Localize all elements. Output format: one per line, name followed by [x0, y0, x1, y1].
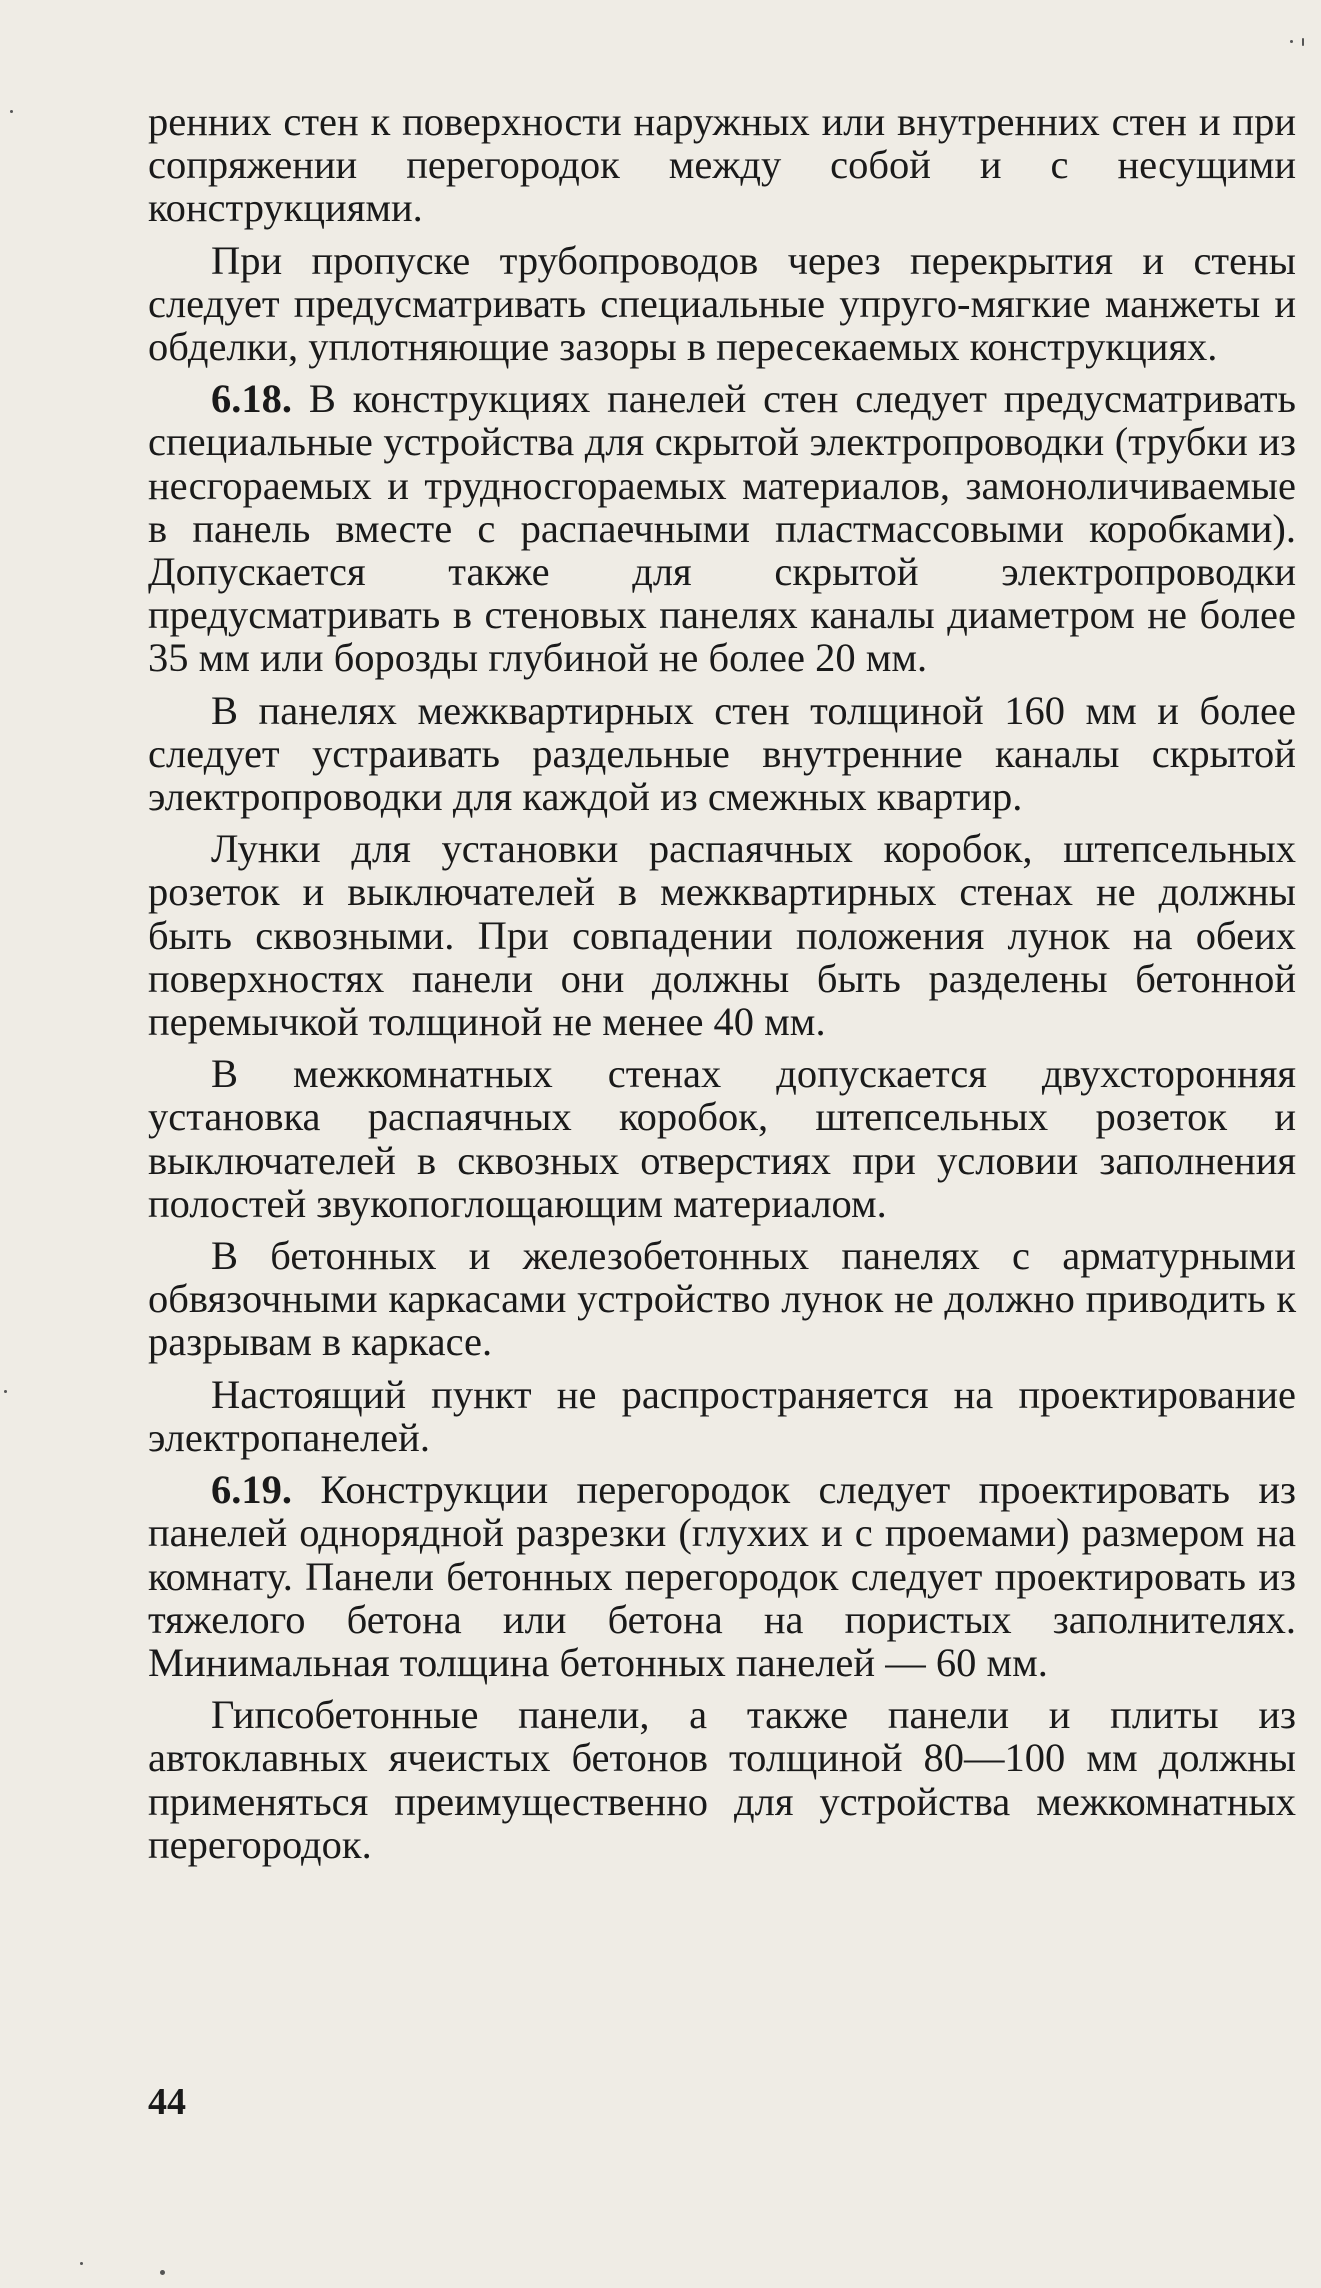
- paragraph-section-6-18: [148, 377, 1296, 679]
- paragraph-text: Настоящий пункт не распространяется на проектирование электропанелей.: [148, 1371, 1296, 1460]
- print-speck: [1302, 38, 1304, 46]
- paragraph-text: В межкомнатных стенах допускается двухсторонняя установка распаячных коробок, штепсельных розеток и выключателей в сквозных отверстиях при условии заполнения полостей звукопоглощающим материалом.: [148, 1051, 1296, 1226]
- paragraph-scope-note: [148, 1373, 1296, 1459]
- paragraph-continuation: [148, 100, 1296, 230]
- paragraph-gypsum-panels: [148, 1693, 1296, 1866]
- paragraph-pipe-passage: [148, 239, 1296, 369]
- paragraph-text: Конструкции перегородок следует проектировать из панелей однорядной разрезки (глухих и с проемами) размером на комнату. Панели бетонных перегородок следует проектировать из тяжелого бетона или бетона на пористых заполнителях. Минимальная толщина бетонных панелей — 60 мм.: [148, 1467, 1296, 1685]
- page-number: 44: [148, 2081, 186, 2123]
- paragraph-text: ренних стен к поверхности наружных или внутренних стен и при сопряжении перегородок между собой и с несущими конструкциями.: [148, 99, 1296, 231]
- paragraph-interroom-walls: [148, 1052, 1296, 1225]
- print-speck: [80, 2262, 83, 2265]
- section-number: 6.19.: [211, 1467, 292, 1513]
- paragraph-text: При пропуске трубопроводов через перекрытия и стены следует предусматривать специальные упруго-мягкие манжеты и обделки, уплотняющие зазоры в пересекаемых конструкциях.: [148, 237, 1296, 370]
- section-number: 6.18.: [211, 376, 292, 422]
- paragraph-junction-box-recesses: [148, 827, 1296, 1043]
- paragraph-interapartment-walls: [148, 689, 1296, 819]
- body-text: [148, 100, 1296, 1866]
- paragraph-text: В конструкциях панелей стен следует предусматривать специальные устройства для скрытой электропроводки (трубки из несгораемых и трудносгораемых материалов, замоноличиваемые в панель вместе с распаечными пластмассовыми коробками). Допускается также для скрытой электропроводки предусматривать в стеновых панелях каналы диаметром не более 35 мм или борозды глубиной не более 20 мм.: [148, 376, 1297, 681]
- print-speck: [1290, 40, 1293, 43]
- print-speck: [10, 110, 13, 113]
- paragraph-text: В бетонных и железобетонных панелях с арматурными обвязочными каркасами устройство лунок не должно приводить к разрывам в каркасе.: [148, 1233, 1296, 1365]
- paragraph-section-6-19: [148, 1468, 1296, 1684]
- print-speck: [160, 2270, 165, 2275]
- paragraph-text: Лунки для установки распаячных коробок, штепсельных розеток и выключателей в межквартирных стенах не должны быть сквозными. При совпадении положения лунок на обеих поверхностях панели они должны быть разделены бетонной перемычкой толщиной не менее 40 мм.: [148, 826, 1296, 1045]
- print-speck: [4, 1390, 7, 1393]
- paragraph-reinforced-panels: [148, 1234, 1296, 1364]
- paragraph-text: Гипсобетонные панели, а также панели и плиты из автоклавных ячеистых бетонов толщиной 80—100 мм должны применяться преимущественно для устройства межкомнатных перегородок.: [148, 1692, 1296, 1867]
- paragraph-text: В панелях межквартирных стен толщиной 160 мм и более следует устраивать раздельные внутренние каналы скрытой электропроводки для каждой из смежных квартир.: [148, 687, 1296, 820]
